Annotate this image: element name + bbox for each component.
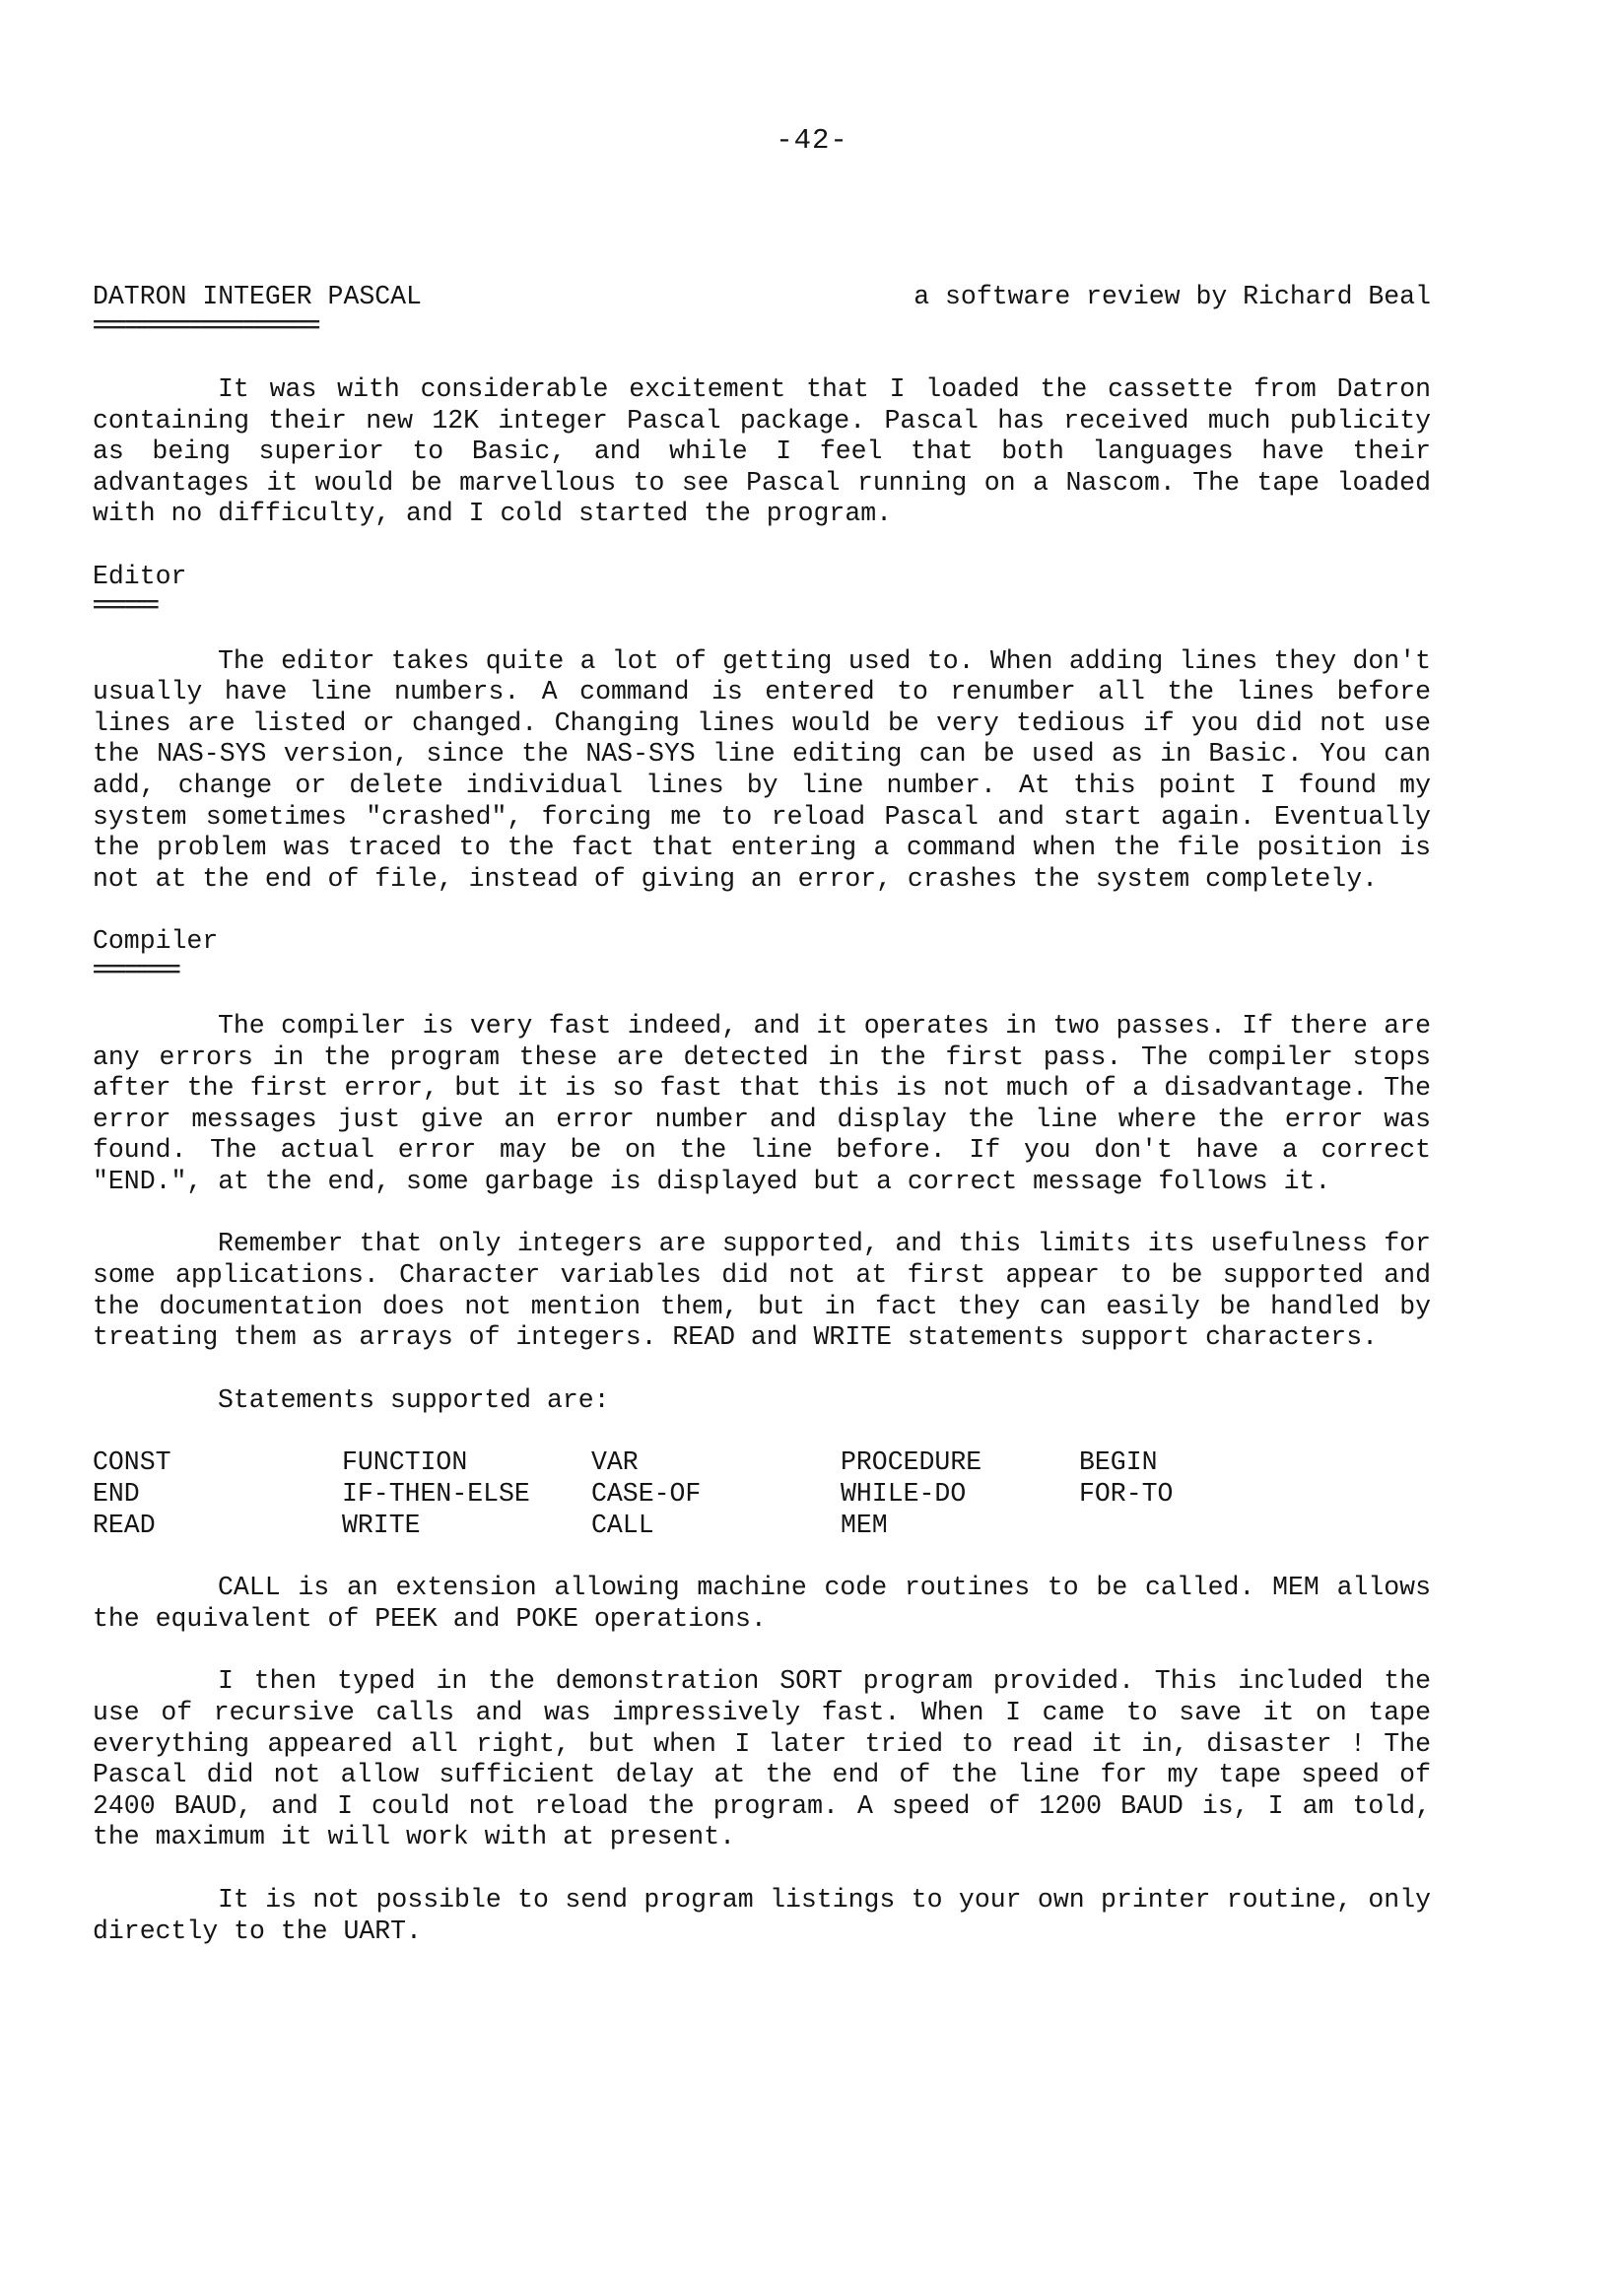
statements-table [93, 1447, 1173, 1541]
table-cell: CONST [93, 1447, 171, 1478]
section-underline-compiler: ======== [93, 958, 179, 983]
article-title: DATRON INTEGER PASCAL [93, 282, 422, 311]
intro-paragraph: It was with considerable excitement that I loaded the cassette from Datron containing their new 12K integer Pascal package. Pascal has received much publicity as being superior to Basic, and while I feel that both languages have their advantages it would be marvellous to see Pascal running on a Nascom. The tape loaded with no difficulty, and I cold started the program. [93, 374, 1431, 529]
editor-paragraph: The editor takes quite a lot of getting used to. When adding lines they don't usually have line numbers. A command is entered to renumber all the lines before lines are listed or changed. Changing lines would be very tedious if you did not use the NAS-SYS version, since the NAS-SYS line editing can be used as in Basic. You can add, change or delete individual lines by line number. At this point I found my system sometimes "crashed", forcing me to reload Pascal and start again. Eventually the problem was traced to the fact that entering a command when the file position is not at the end of file, instead of giving an error, crashes the system completely. [93, 645, 1431, 894]
title-underline: ===================== [93, 314, 318, 339]
table-cell: WHILE-DO [841, 1479, 967, 1510]
table-cell: CALL [591, 1510, 654, 1540]
table-cell [1079, 1511, 1173, 1542]
section-underline-editor: ====== [93, 593, 158, 619]
statements-intro: Statements supported are: [218, 1384, 610, 1415]
table-cell: FOR-TO [1079, 1479, 1174, 1510]
table-cell: CASE-OF [591, 1479, 702, 1510]
section-heading-compiler: Compiler [93, 926, 219, 957]
compiler-paragraph-1: The compiler is very fast indeed, and it operates in two passes. If there are any errors in the program these are detected in the first pass. The compiler stops after the first error, but it is so fast that this is not much of a disadvantage. The error messages just give an error number and display the line where the error was found. The actual error may be on the line before. If you don't have a correct "END.", at the end, some garbage is displayed but a correct message follows it. [93, 1010, 1431, 1196]
table-cell: WRITE [342, 1510, 421, 1540]
article [93, 282, 1431, 1947]
table-row [93, 1511, 1173, 1542]
call-mem-paragraph: CALL is an extension allowing machine code routines to be called. MEM allows the equivalent of PEEK and POKE operations. [93, 1573, 1431, 1634]
compiler-paragraph-2: Remember that only integers are supported, and this limits its usefulness for some applications. Character variables did not at first appear to be supported and the documentation does not mention them, but in fact they can easily be handled by treating them as arrays of integers. READ and WRITE statements support characters. [93, 1229, 1431, 1353]
article-byline: a software review by Richard Beal [914, 282, 1431, 311]
section-heading-editor: Editor [93, 561, 187, 591]
table-cell: FUNCTION [342, 1447, 468, 1478]
sort-program-paragraph: I then typed in the demonstration SORT program provided. This included the use of recursive calls and was impressively fast. When I came to save it on tape everything appeared all right, but when I later tried to read it in, disaster ! The Pascal did not allow sufficient delay at the end of the line for my tape speed of 2400 BAUD, and I could not reload the program. A speed of 1200 BAUD is, I am told, the maximum it will work with at present. [93, 1666, 1431, 1852]
article-header [93, 282, 1431, 313]
table-cell: PROCEDURE [841, 1447, 982, 1478]
table-row [93, 1479, 1173, 1511]
table-row [93, 1447, 1173, 1479]
table-cell: END [93, 1479, 140, 1510]
table-cell: VAR [591, 1447, 639, 1478]
table-cell: READ [93, 1510, 156, 1540]
table-cell: IF-THEN-ELSE [342, 1479, 530, 1510]
printer-paragraph: It is not possible to send program listings to your own printer routine, only directly to the UART. [93, 1884, 1431, 1946]
table-cell: MEM [841, 1510, 888, 1540]
page-number: -42- [776, 124, 848, 157]
table-cell: BEGIN [1079, 1447, 1158, 1478]
